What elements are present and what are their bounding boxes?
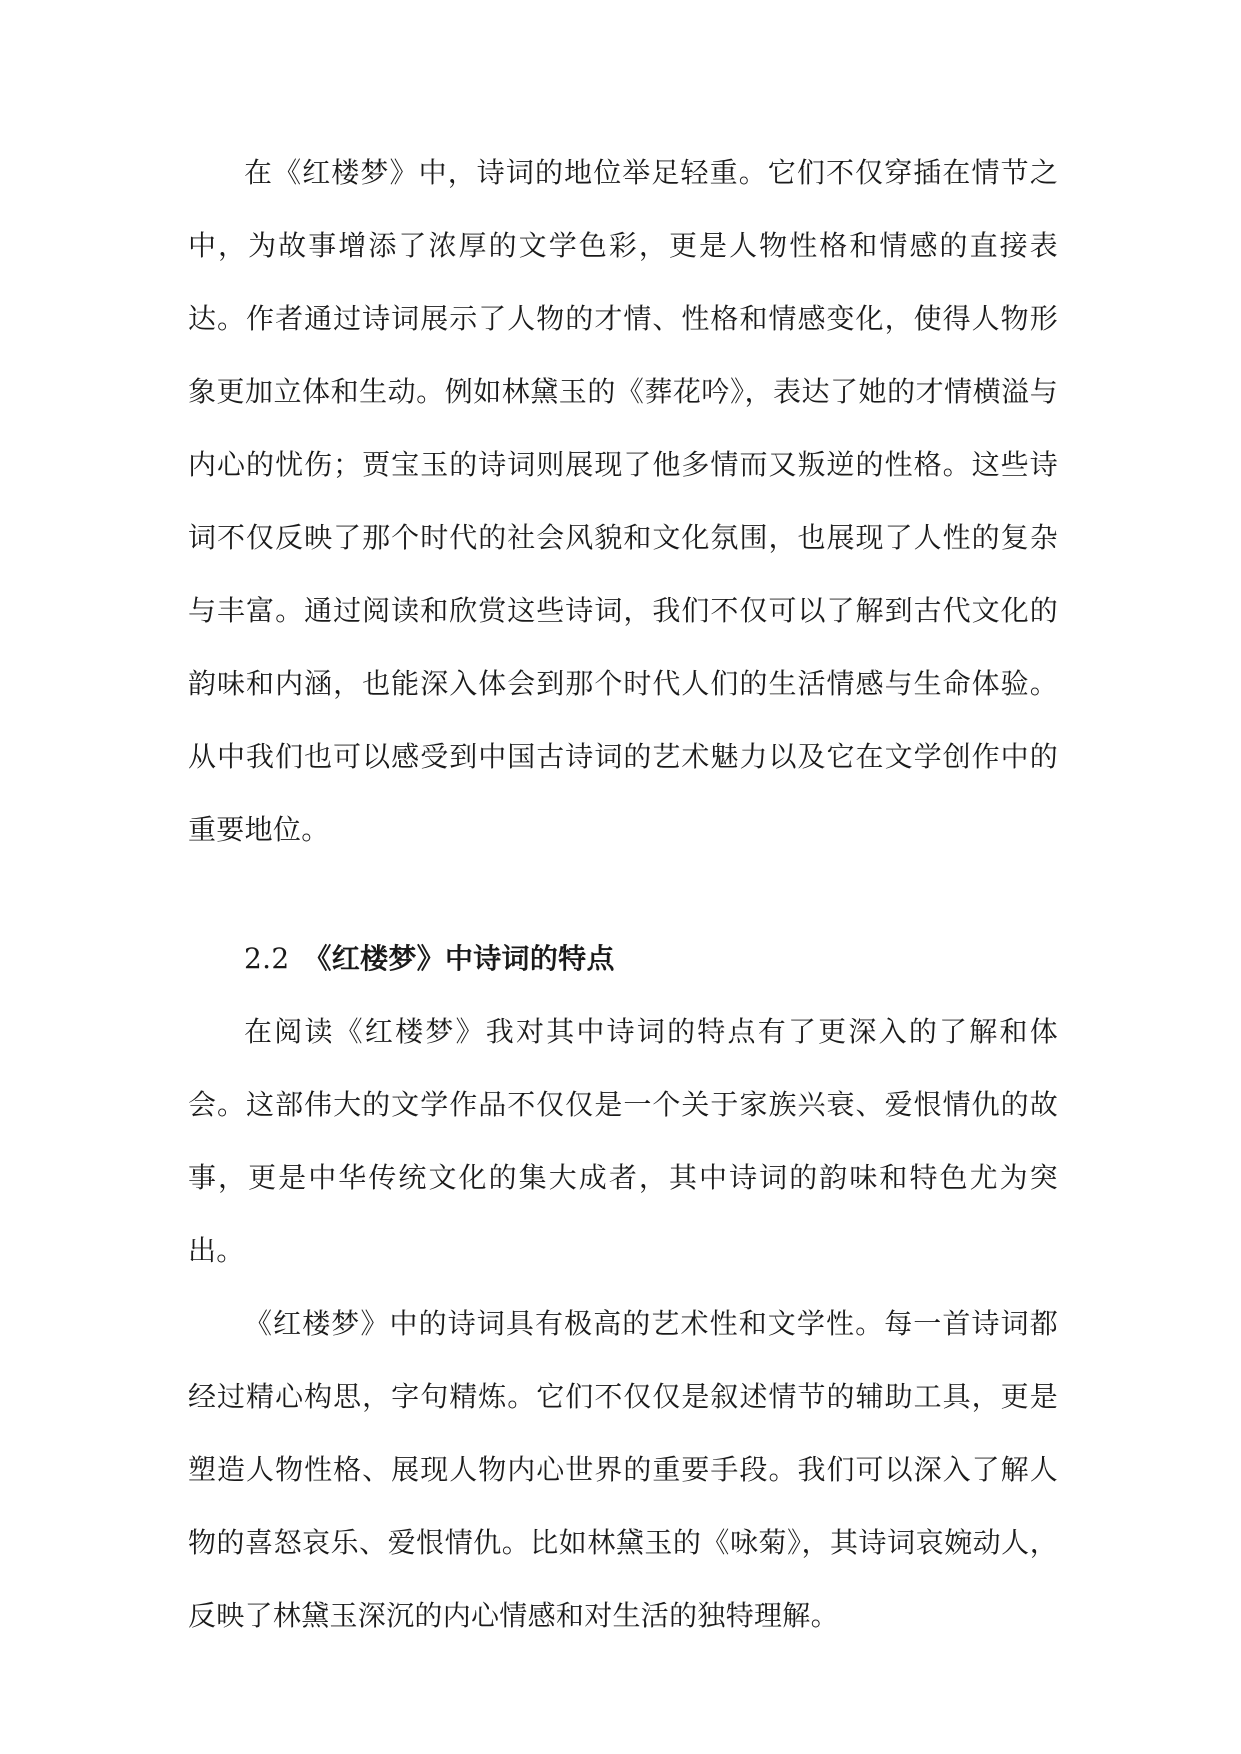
- body-paragraph: 《红楼梦》中的诗词具有极高的艺术性和文学性。每一首诗词都经过精心构思，字句精炼。它们不仅仅是叙述情节的辅助工具，更是塑造人物性格、展现人物内心世界的重要手段。我们可以深入了解人物的喜怒哀乐、爱恨情仇。比如林黛玉的《咏菊》，其诗词哀婉动人，反映了林黛玉深沉的内心情感和对生活的独特理解。: [188, 1307, 1058, 1632]
- document-page: [188, 136, 1058, 1652]
- body-paragraph: 在阅读《红楼梦》我对其中诗词的特点有了更深入的了解和体会。这部伟大的文学作品不仅仅是一个关于家族兴衰、爱恨情仇的故事，更是中华传统文化的集大成者，其中诗词的韵味和特色尤为突出。: [188, 1015, 1058, 1267]
- body-paragraph: 在《红楼梦》中，诗词的地位举足轻重。它们不仅穿插在情节之中，为故事增添了浓厚的文学色彩，更是人物性格和情感的直接表达。作者通过诗词展示了人物的才情、性格和情感变化，使得人物形象更加立体和生动。例如林黛玉的《葬花吟》，表达了她的才情横溢与内心的忧伤；贾宝玉的诗词则展现了他多情而又叛逆的性格。这些诗词不仅反映了那个时代的社会风貌和文化氛围，也展现了人性的复杂与丰富。通过阅读和欣赏这些诗词，我们不仅可以了解到古代文化的韵味和内涵，也能深入体会到那个时代人们的生活情感与生命体验。从中我们也可以感受到中国古诗词的艺术魅力以及它在文学创作中的重要地位。: [188, 156, 1058, 846]
- section-heading: [188, 922, 1058, 995]
- section-number: 2.2: [244, 942, 290, 975]
- section-title: 《红楼梦》中诗词的特点: [303, 942, 615, 975]
